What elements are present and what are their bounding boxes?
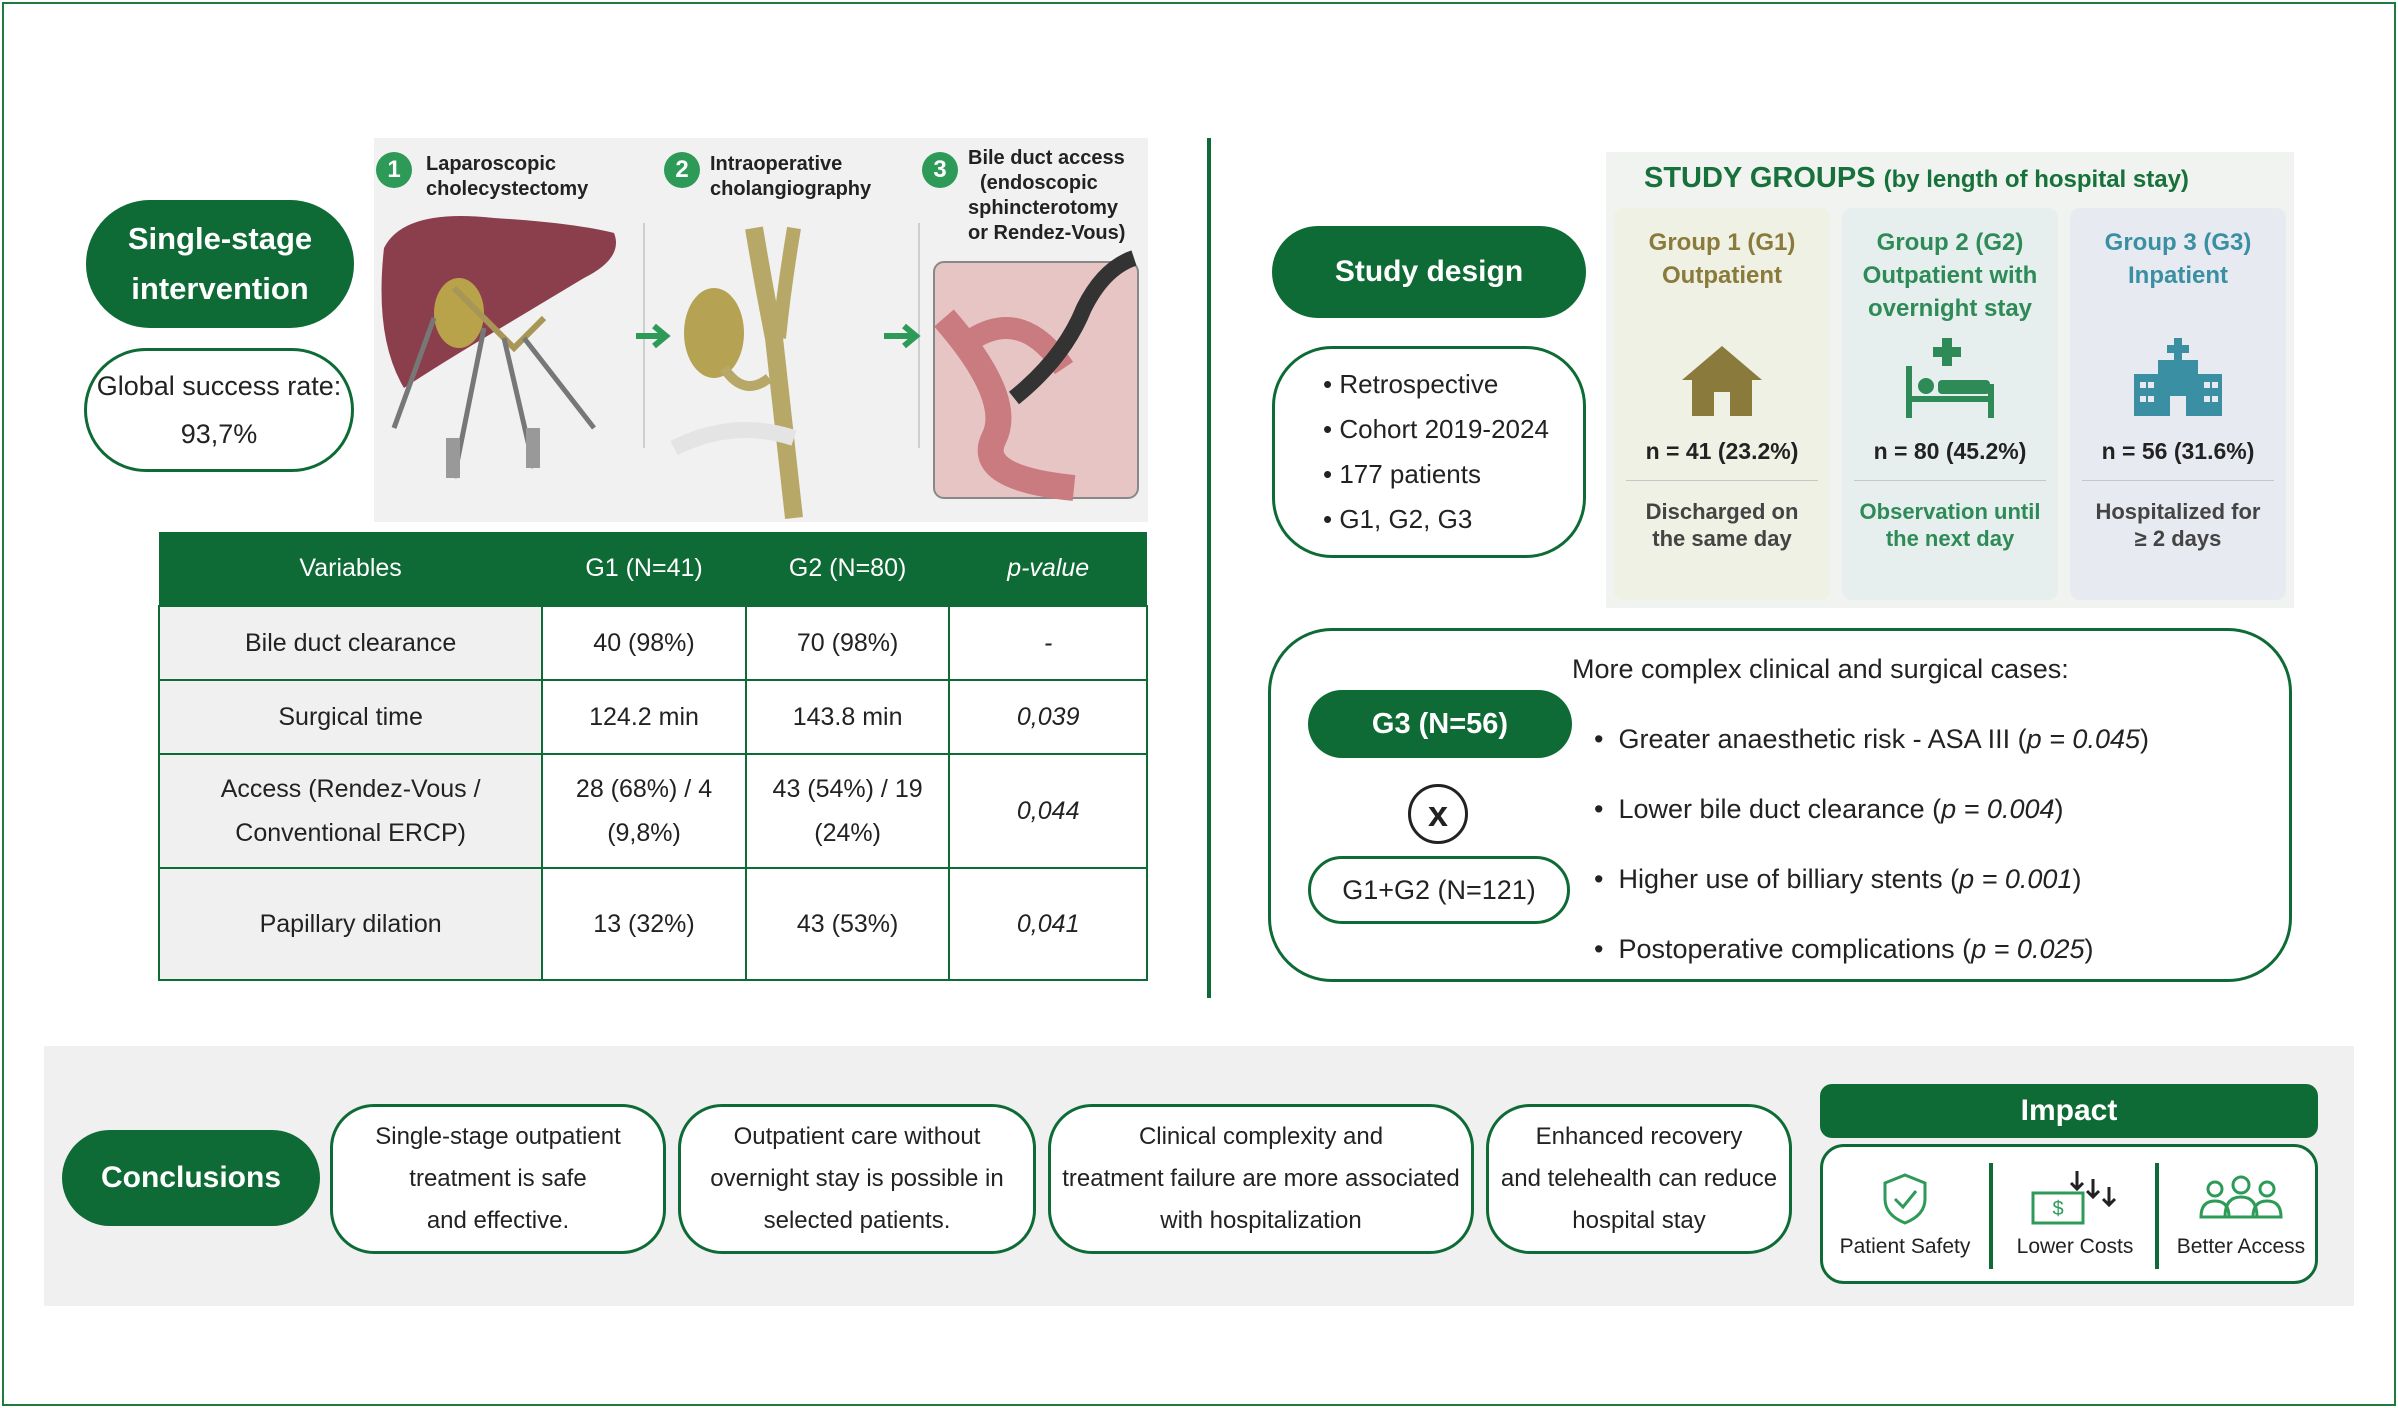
section-divider (1207, 138, 1211, 998)
comparison-item-close: ) (2084, 934, 2094, 964)
svg-text:$: $ (2052, 1198, 2064, 1220)
group-2-name (1842, 226, 2058, 325)
group-3-description (2070, 498, 2286, 552)
cell-variable: Surgical time (159, 680, 542, 754)
design-item-text: Cohort 2019-2024 (1339, 414, 1549, 444)
success-rate-label: Global success rate: (96, 371, 342, 401)
house-icon (1614, 338, 1830, 418)
cell-g2-line2: (24%) (814, 819, 881, 847)
table-row (159, 868, 1147, 980)
group-1-name-line1: Group 1 (G1) (1648, 229, 1796, 256)
group-1-desc-line1: Discharged on (1645, 499, 1799, 524)
table-row (159, 680, 1147, 754)
step-3-number: 3 (922, 152, 958, 188)
group-1-name-line2: Outpatient (1662, 262, 1782, 289)
design-item: • Cohort 2019-2024 (1323, 414, 1549, 444)
money-down-icon (1993, 1171, 2157, 1225)
design-item: • G1, G2, G3 (1323, 504, 1473, 534)
impact-title: Impact (1820, 1084, 2318, 1138)
comparison-item: • Higher use of billiary stents (p = 0.001) (1594, 864, 2082, 894)
group-1-card (1614, 208, 1830, 600)
cell-g2: 43 (53%) (746, 868, 950, 980)
group-2-desc-line2: the next day (1885, 526, 2015, 551)
cell-g2 (746, 754, 950, 868)
group-3-card (2070, 208, 2286, 600)
group-2-card (1842, 208, 2058, 600)
comparison-item-close: ) (2140, 724, 2149, 754)
bed-icon (1842, 338, 2058, 418)
group-2-count: n = 80 (45.2%) (1873, 438, 2027, 464)
conclusion-3-line2: treatment failure are more associated (1062, 1165, 1460, 1192)
comparison-item-p: p = 0.004 (1941, 794, 2055, 824)
group-1-name (1614, 226, 1830, 292)
group-2-name-line1: Group 2 (G2) (1876, 229, 2024, 256)
single-stage-title (86, 200, 354, 328)
comparison-item-text: Higher use of billiary stents ( (1618, 864, 1960, 894)
step-3-label (968, 146, 1125, 246)
design-item-text: Retrospective (1339, 369, 1499, 399)
comparison-item-close: ) (2072, 864, 2082, 894)
group-3-name-line1: Group 3 (G3) (2104, 229, 2252, 256)
header-g1: G1 (N=41) (542, 532, 746, 606)
cell-g1 (542, 754, 746, 868)
step-3-line1: Bile duct access (968, 147, 1125, 169)
group-3-name (2070, 226, 2286, 292)
cell-variable: Bile duct clearance (159, 606, 542, 680)
group-1-separator (1626, 480, 1818, 481)
study-groups-panel (1606, 152, 2294, 608)
success-rate-box (84, 348, 354, 472)
impact-access-label: Better Access (2176, 1235, 2306, 1258)
conclusion-2-line1: Outpatient care without (733, 1123, 981, 1150)
cell-g1: 124.2 min (542, 680, 746, 754)
step-3-line2: (endoscopic (980, 172, 1098, 194)
shield-check-icon (1823, 1171, 1987, 1225)
group-1-desc-line2: the same day (1652, 526, 1792, 551)
step-1-label (426, 152, 588, 202)
step-1-line1: Laparoscopic (426, 153, 557, 175)
cell-variable-line1: Access (Rendez-Vous / (220, 775, 481, 803)
conclusion-1-line1: Single-stage outpatient (375, 1123, 621, 1150)
cell-g2: 143.8 min (746, 680, 950, 754)
step-2-number: 2 (664, 152, 700, 188)
g1-g2-pill: G1+G2 (N=121) (1308, 856, 1570, 924)
comparison-item-text: Postoperative complications ( (1618, 934, 1972, 964)
comparison-item: • Lower bile duct clearance (p = 0.004) (1594, 794, 2064, 824)
cell-g1: 40 (98%) (542, 606, 746, 680)
conclusion-2-line3: selected patients. (763, 1207, 951, 1234)
table-row (159, 606, 1147, 680)
study-groups-subtitle: (by length of hospital stay) (1883, 166, 2189, 193)
group-1-description (1614, 498, 1830, 552)
study-design-title: Study design (1272, 226, 1586, 318)
comparison-item: • Postoperative complications (p = 0.025) (1594, 934, 2094, 964)
conclusions-title: Conclusions (62, 1130, 320, 1226)
comparison-heading: More complex clinical and surgical cases: (1572, 654, 2069, 684)
comparison-item-text: Lower bile duct clearance ( (1618, 794, 1942, 824)
versus-icon: x (1408, 784, 1468, 844)
table-header-row (159, 532, 1147, 606)
step-1-line2: cholecystectomy (426, 178, 589, 200)
cell-p: - (949, 606, 1147, 680)
step-2-line1: Intraoperative (710, 153, 843, 175)
g3-pill: G3 (N=56) (1308, 690, 1572, 758)
conclusion-4-line1: Enhanced recovery (1535, 1123, 1743, 1150)
group-2-separator (1854, 480, 2046, 481)
group-3-desc-line1: Hospitalized for (2095, 499, 2261, 524)
group-3-separator (2082, 480, 2274, 481)
conclusion-2-line2: overnight stay is possible in (710, 1165, 1004, 1192)
cell-g1: 13 (32%) (542, 868, 746, 980)
cell-g1-line2: (9,8%) (607, 819, 681, 847)
impact-box (1820, 1144, 2318, 1284)
conclusion-3-line3: with hospitalization (1160, 1207, 1362, 1234)
comparison-item-p: p = 0.001 (1959, 864, 2073, 894)
comparison-item-text: Greater anaesthetic risk - ASA III ( (1618, 724, 2027, 754)
design-item-text: 177 patients (1339, 459, 1481, 489)
step-2-line2: cholangiography (710, 178, 872, 200)
cell-p: 0,039 (949, 680, 1147, 754)
impact-item-access (2159, 1147, 2323, 1281)
step-3-line4: or Rendez-Vous) (968, 222, 1126, 244)
header-p-value: p-value (949, 532, 1147, 606)
comparison-item-close: ) (2054, 794, 2064, 824)
header-variables: Variables (159, 532, 542, 606)
group-3-desc-line2: ≥ 2 days (2134, 526, 2222, 551)
impact-item-safety (1823, 1147, 1987, 1281)
impact-costs-label: Lower Costs (2016, 1235, 2134, 1258)
cell-g2-line1: 43 (54%) / 19 (772, 775, 923, 803)
step-1-number: 1 (376, 152, 412, 188)
group-2-description (1842, 498, 2058, 552)
table-row (159, 754, 1147, 868)
single-stage-line2: intervention (131, 271, 309, 306)
single-stage-line1: Single-stage (127, 221, 313, 256)
group-1-count: n = 41 (23.2%) (1645, 438, 1799, 464)
impact-item-costs (1993, 1147, 2157, 1281)
study-design-list (1272, 346, 1586, 558)
step-2-label (710, 152, 871, 202)
design-item: • 177 patients (1323, 459, 1481, 489)
group-3-name-line2: Inpatient (2128, 262, 2228, 289)
conclusion-4-line3: hospital stay (1572, 1207, 1706, 1234)
group-2-name-line3: overnight stay (1867, 295, 2033, 322)
conclusion-box-2 (678, 1104, 1036, 1254)
cell-variable (159, 754, 542, 868)
cell-g1-line1: 28 (68%) / 4 (575, 775, 713, 803)
step-3-line3: sphincterotomy (968, 197, 1119, 219)
group-2-name-line2: Outpatient with (1862, 262, 2038, 289)
conclusion-3-line1: Clinical complexity and (1138, 1123, 1384, 1150)
hospital-icon (2070, 338, 2286, 418)
conclusion-box-4 (1486, 1104, 1792, 1254)
procedure-illustration (374, 138, 1148, 522)
study-groups-heading: STUDY GROUPS (1644, 162, 1876, 194)
study-groups-title (1644, 162, 2189, 195)
cell-variable-line2: Conventional ERCP) (235, 819, 466, 847)
design-item-text: G1, G2, G3 (1339, 504, 1473, 534)
success-rate-value: 93,7% (180, 419, 258, 449)
design-item: • Retrospective (1323, 369, 1499, 399)
cell-p: 0,041 (949, 868, 1147, 980)
conclusion-box-1 (330, 1104, 666, 1254)
comparison-item-p: p = 0.025 (1971, 934, 2085, 964)
impact-safety-label: Patient Safety (1839, 1235, 1971, 1258)
header-g2: G2 (N=80) (746, 532, 950, 606)
group-3-count: n = 56 (31.6%) (2101, 438, 2255, 464)
cell-variable: Papillary dilation (159, 868, 542, 980)
conclusion-4-line2: and telehealth can reduce (1500, 1165, 1778, 1192)
comparison-item: • Greater anaesthetic risk - ASA III (p = 0.045) (1594, 724, 2149, 754)
group-2-desc-line1: Observation until (1859, 499, 2041, 524)
cell-p: 0,044 (949, 754, 1147, 868)
cell-g2: 70 (98%) (746, 606, 950, 680)
conclusion-1-line3: and effective. (426, 1207, 570, 1234)
conclusion-1-line2: treatment is safe (409, 1165, 587, 1192)
comparison-item-p: p = 0.045 (2026, 724, 2140, 754)
conclusion-box-3 (1048, 1104, 1474, 1254)
results-table (158, 532, 1148, 981)
people-icon (2159, 1171, 2323, 1225)
